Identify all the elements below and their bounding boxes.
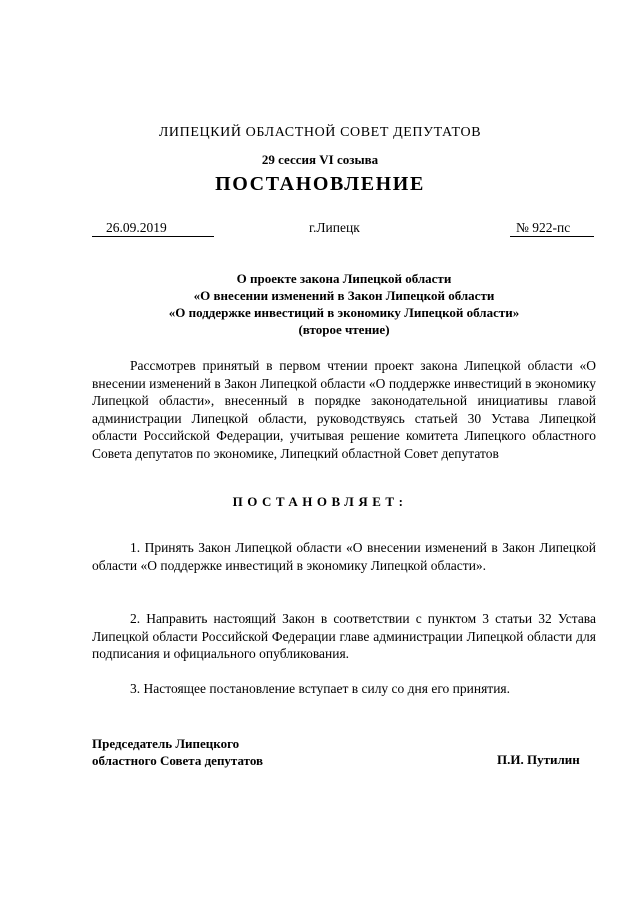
signatory-title-line-1: Председатель Липецкого [92, 736, 240, 751]
resolves-heading: ПОСТАНОВЛЯЕТ: [232, 494, 408, 509]
subject-line-2: «О внесении изменений в Закон Липецкой области [193, 288, 495, 303]
signatory-title [92, 735, 263, 769]
resolution-item-1: 1. Принять Закон Липецкой области «О внесении изменений в Закон Липецкой области «О поддержке инвестиций в экономику Липецкой области». [92, 540, 596, 573]
resolution-item-3: 3. Настоящее постановление вступает в силу со дня его принятия. [130, 681, 511, 696]
subject-line-4: (второе чтение) [298, 322, 390, 337]
subject-line-1: О проекте закона Липецкой области [236, 271, 452, 286]
document-number: № 922-пс [510, 220, 594, 237]
session-number: 29 сессия VI созыва [261, 152, 379, 167]
resolution-item-2: 2. Направить настоящий Закон в соответствии с пунктом 3 статьи 32 Устава Липецкой области Российской Федерации главе администрации Липецкой области для подписания и официального опубликования. [92, 611, 596, 661]
signatory-name: П.И. Путилин [497, 752, 580, 767]
council-name: ЛИПЕЦКИЙ ОБЛАСТНОЙ СОВЕТ ДЕПУТАТОВ [158, 125, 482, 140]
document-city: г.Липецк [309, 220, 360, 235]
signatory-title-line-2: областного Совета депутатов [92, 753, 264, 768]
document-subject [92, 270, 596, 338]
document-date: 26.09.2019 [92, 220, 214, 237]
document-title: ПОСТАНОВЛЕНИЕ [215, 173, 425, 195]
subject-line-3: «О поддержке инвестиций в экономику Липецкой области» [168, 305, 520, 320]
preamble-paragraph: Рассмотрев принятый в первом чтении проект закона Липецкой области «О внесении изменений в Закон Липецкой области «О поддержке инвестиций в экономику Липецкой области», внесенный в порядке законодательной инициативы главой администрации Липецкой области, руководствуясь статьей 30 Устава Липецкой области Российской Федерации, учитывая решение комитета Липецкого областного Совета депутатов по экономике, Липецкий областной Совет депутатов [92, 358, 596, 461]
